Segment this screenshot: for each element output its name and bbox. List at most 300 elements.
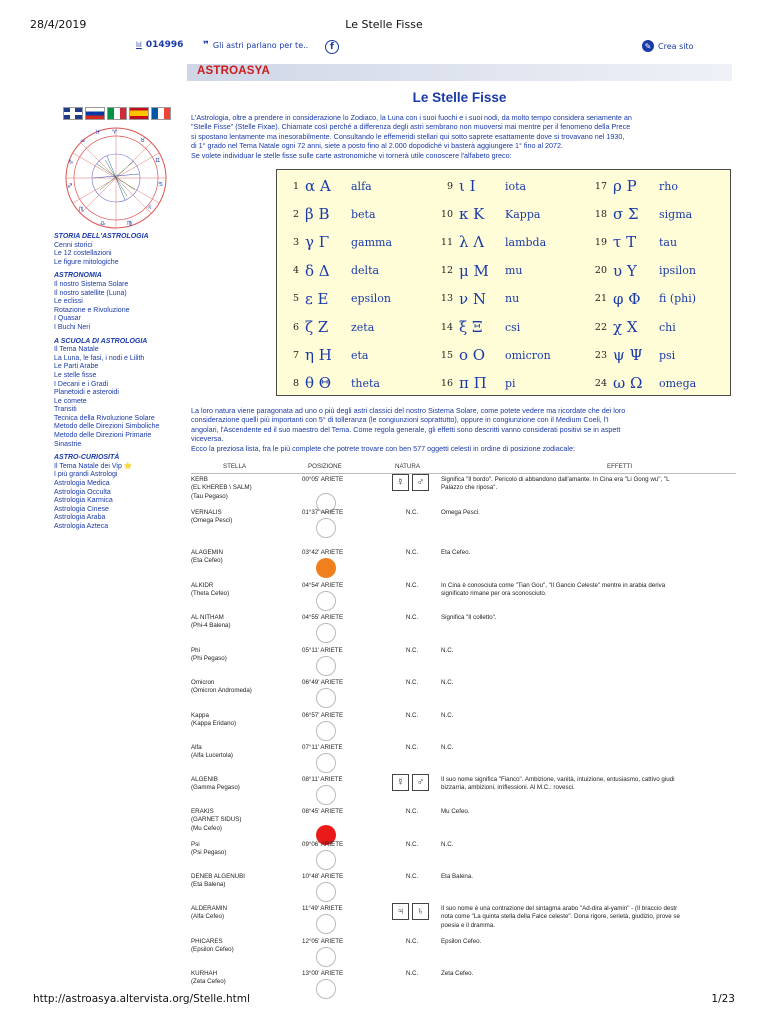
greek-letter-name: nu xyxy=(505,292,520,306)
natura-value: N.C. xyxy=(405,647,419,654)
svg-text:♍: ♍ xyxy=(127,220,133,227)
brand-bar xyxy=(187,64,732,81)
star-natura xyxy=(387,679,437,687)
header-divider xyxy=(191,473,736,474)
greek-letters: σ Σ xyxy=(613,205,639,224)
planet-symbol-icon: ♂ xyxy=(412,774,429,791)
star-marker-icon xyxy=(316,518,336,538)
greek-letters: ψ Ψ xyxy=(613,346,643,365)
greek-letters: ι Ι xyxy=(459,177,476,195)
effect-line: Mu Cefeo. xyxy=(441,808,470,815)
greek-number: 14 xyxy=(440,321,453,333)
page-title: Le Stelle Fisse xyxy=(412,90,507,105)
greek-letter-name: sigma xyxy=(659,207,693,221)
star-name: DENEB ALGENUBI xyxy=(191,873,245,880)
uk-flag-icon[interactable] xyxy=(63,107,83,120)
greek-letter-name: psi xyxy=(659,348,676,362)
star-effects xyxy=(441,679,736,687)
greek-number: 21 xyxy=(594,293,607,305)
greek-letter-cell xyxy=(435,313,520,341)
effect-line: Eta Balena. xyxy=(441,873,473,880)
intro-line: Se volete individuar le stelle fisse sulle carte astronomiche vi tornerà utile conoscere l'alfabeto greco: xyxy=(191,150,512,160)
visit-counter xyxy=(136,40,183,50)
star-marker-icon xyxy=(316,688,336,708)
share-text: Gli astri parlano per te.. xyxy=(212,41,309,50)
greek-alphabet-table xyxy=(276,169,731,396)
intro-text xyxy=(191,113,733,160)
greek-number: 4 xyxy=(292,265,299,277)
intro-line: L'Astrologia, oltre a prendere in considerazione lo Zodiaco, la Luna con i suoi fuochi e i suoi nodi, da molto tempo considera seriamente an xyxy=(191,113,632,122)
star-position: 08°45' ARIETE xyxy=(302,808,344,815)
sidebar-link[interactable]: I Buchi Neri xyxy=(54,323,91,331)
effect-line: N.C. xyxy=(441,679,454,686)
sidebar-link[interactable]: Astrologia Cinese xyxy=(54,505,109,513)
star-marker-icon xyxy=(316,591,336,611)
greek-number: 16 xyxy=(440,377,453,389)
greek-letter-name: omicron xyxy=(505,348,551,362)
sidebar-link[interactable]: Le comete xyxy=(54,397,87,405)
svg-text:♋: ♋ xyxy=(158,181,164,188)
greek-number: 23 xyxy=(594,349,607,361)
planet-symbol-icon: ☿ xyxy=(392,774,409,791)
greek-letters: γ Γ xyxy=(305,233,330,252)
facebook-icon: f xyxy=(325,40,339,54)
star-natura xyxy=(387,808,437,816)
effect-line: poesia e il dramma. xyxy=(441,921,495,929)
star-effects xyxy=(441,873,736,881)
star-effects xyxy=(441,712,736,720)
sidebar-link[interactable]: Metodo delle Direzioni Primarie xyxy=(54,432,152,440)
star-alias: (Omega Pesci) xyxy=(191,517,233,525)
greek-letters: ρ Ρ xyxy=(613,177,637,195)
greek-letter-cell xyxy=(281,257,379,285)
greek-letter-cell xyxy=(435,341,551,369)
greek-number: 1 xyxy=(292,180,299,192)
star-position: 06°49' ARIETE xyxy=(302,679,344,686)
star-alias: (Omicron Andromeda) xyxy=(191,687,252,695)
svg-text:♈: ♈ xyxy=(112,129,118,136)
star-natura xyxy=(387,873,437,881)
star-position: 11°49' ARIETE xyxy=(302,905,343,912)
header-natura: NATURA xyxy=(395,463,420,470)
planet-symbol-icon: ♂ xyxy=(412,474,429,491)
star-effects xyxy=(441,614,736,622)
star-name-cell xyxy=(191,476,291,501)
star-name-cell xyxy=(191,614,291,631)
astrology-wheel-image xyxy=(55,124,178,231)
greek-letter-cell xyxy=(435,172,526,200)
greek-letter-cell xyxy=(435,285,519,313)
sidebar-link[interactable]: Le stelle fisse xyxy=(54,371,97,379)
greek-letter-cell xyxy=(589,228,677,256)
star-marker-icon xyxy=(316,914,336,934)
star-natura xyxy=(387,712,437,720)
star-name: Alfa xyxy=(191,744,202,751)
facebook-button[interactable] xyxy=(325,40,339,54)
effect-line: N.C. xyxy=(441,712,454,719)
share-quote-link[interactable] xyxy=(203,40,308,51)
star-alias: (Gamma Pegaso) xyxy=(191,784,240,792)
greek-number: 19 xyxy=(594,236,607,248)
star-natura xyxy=(387,774,437,791)
svg-text:♓: ♓ xyxy=(95,129,101,136)
star-effects xyxy=(441,582,736,599)
greek-letters: τ Τ xyxy=(613,233,637,252)
greek-number: 6 xyxy=(292,321,299,333)
star-position: 04°54' ARIETE xyxy=(302,582,344,589)
greek-number: 9 xyxy=(446,180,453,192)
greek-letters: ε Ε xyxy=(305,289,329,308)
greek-number: 22 xyxy=(594,321,607,333)
effect-line: Zeta Cefeo. xyxy=(441,970,474,977)
star-position: 06°57' ARIETE xyxy=(302,712,344,719)
greek-number: 12 xyxy=(440,265,453,277)
print-title: Le Stelle Fisse xyxy=(345,18,423,31)
star-name: Phi xyxy=(191,647,200,654)
natura-value: N.C. xyxy=(405,808,419,815)
greek-letters: δ Δ xyxy=(305,261,330,280)
sidebar-link[interactable]: Il Tema Natale dei Vip ⭐ xyxy=(54,462,133,470)
star-marker-icon xyxy=(316,558,336,578)
star-name-cell xyxy=(191,679,291,696)
planet-symbol-icon: ♃ xyxy=(392,903,409,920)
star-position: 08°11' ARIETE xyxy=(302,776,343,783)
star-effects xyxy=(441,808,736,816)
sidebar-link[interactable]: Rotazione e Rivoluzione xyxy=(54,306,130,314)
star-name: KURHAH xyxy=(191,970,218,977)
star-name: ALGENIB xyxy=(191,776,218,783)
brand-name[interactable]: ASTROASYA xyxy=(197,65,270,77)
sidebar-link[interactable]: Sinastrie xyxy=(54,440,82,448)
natura-value: N.C. xyxy=(405,582,419,589)
greek-letter-cell xyxy=(281,228,392,256)
greek-letter-name: alfa xyxy=(351,179,372,193)
star-marker-icon xyxy=(316,785,336,805)
greek-letters: θ Θ xyxy=(305,374,332,393)
star-name-cell xyxy=(191,647,291,664)
planet-symbol-icon: ☿ xyxy=(392,474,409,491)
quote-icon: ❞ xyxy=(203,40,209,51)
natura-line: Ecco la preziosa lista, fra le più complete che potrete trovare con ben 577 oggetti celesti in ordine di posizione zodiacale: xyxy=(191,443,575,453)
sidebar-link[interactable]: I più grandi Astrologi xyxy=(54,471,118,479)
sidebar-link[interactable]: Transiti xyxy=(54,406,77,414)
sidebar-link[interactable]: Le eclissi xyxy=(54,298,83,306)
star-effects xyxy=(441,905,736,930)
effect-line: Il suo nome significa "Fianco". Ambizione, vanità, intuizione, entusiasmo, cattivo giudi xyxy=(441,776,675,783)
header-stella: STELLA xyxy=(223,463,247,470)
spain-flag-icon[interactable] xyxy=(129,107,149,120)
star-alias: (Phi-4 Balena) xyxy=(191,622,231,630)
natura-text xyxy=(191,406,733,453)
star-name-cell xyxy=(191,970,291,987)
effect-line: Significa "Il bordo". Pericolo di abbandono dall'amante. In Cina era "Li Gong wu", "L xyxy=(441,476,670,483)
star-name: ALAGEMIN xyxy=(191,549,223,556)
greek-letter-name: delta xyxy=(351,264,380,278)
greek-letter-name: ipsilon xyxy=(659,264,696,278)
star-name-cell xyxy=(191,776,291,793)
greek-number: 11 xyxy=(440,236,453,248)
russia-flag-icon[interactable] xyxy=(85,107,105,120)
star-position: 04°55' ARIETE xyxy=(302,614,344,621)
greek-letter-cell xyxy=(281,200,376,228)
star-position: 05°11' ARIETE xyxy=(302,647,343,654)
greek-letters: β Β xyxy=(305,205,330,224)
greek-letters: κ Κ xyxy=(459,205,485,224)
intro-line: "Stelle Fisse" (Stelle Fixae). Chiamate così perché a differenza degli astri sembrano non muoversi mai mentre per il fenomeno della Prece xyxy=(191,122,631,132)
effect-line: nota come "La quinta stella della Falce celeste". Dona rigore, serietà, giudizio, prove se xyxy=(441,913,680,921)
star-name-cell xyxy=(191,873,291,890)
greek-number: 5 xyxy=(292,293,299,305)
sidebar-link[interactable]: I Decani e i Gradi xyxy=(54,380,109,388)
create-site-link[interactable] xyxy=(642,40,694,52)
svg-text:♊: ♊ xyxy=(155,157,161,164)
greek-letter-name: mu xyxy=(505,264,523,278)
effect-line: N.C. xyxy=(441,744,454,751)
greek-letter-name: zeta xyxy=(351,320,375,334)
sidebar-link[interactable]: Astrologia Karmica xyxy=(54,497,113,505)
intro-line: di 1° grado nel Tema Natale ogni 72 anni, siete a posto fino al 2.000 dopodiché vi basterà aggiungere 1° fino al 2072. xyxy=(191,141,564,151)
sidebar-link[interactable]: Astrologia Azteca xyxy=(54,523,109,530)
star-position: 01°37' ARIETE xyxy=(302,509,344,516)
sidebar-link[interactable]: Il nostro satellite (Luna) xyxy=(54,289,127,297)
star-name: Psi xyxy=(191,841,200,848)
sidebar-link[interactable]: Astrologia Araba xyxy=(54,514,106,522)
natura-value: N.C. xyxy=(405,679,419,686)
france-flag-icon[interactable] xyxy=(151,107,171,120)
star-name-cell xyxy=(191,712,291,729)
sidebar-link[interactable]: Il Tema Natale xyxy=(54,346,99,354)
star-name: Omicron xyxy=(191,679,215,686)
pencil-icon: ✎ xyxy=(642,40,654,52)
greek-number: 20 xyxy=(594,265,607,277)
star-position: 13°00' ARIETE xyxy=(302,970,344,977)
svg-text:♌: ♌ xyxy=(147,204,153,211)
star-name: PHICARES xyxy=(191,938,223,945)
greek-letter-name: tau xyxy=(659,235,678,249)
star-natura xyxy=(387,841,437,849)
create-site-label: Crea sito xyxy=(658,41,694,51)
star-alias: (Phi Pegaso) xyxy=(191,655,227,663)
star-name: AL NITHAM xyxy=(191,614,224,621)
greek-letters: φ Φ xyxy=(613,289,641,308)
natura-value: N.C. xyxy=(405,549,419,556)
svg-text:♉: ♉ xyxy=(140,137,146,144)
greek-letters: ν Ν xyxy=(459,289,487,308)
star-effects xyxy=(441,744,736,752)
star-name: ERAKIS xyxy=(191,808,214,815)
greek-number: 2 xyxy=(292,208,299,220)
star-natura xyxy=(387,938,437,946)
greek-letters: π Π xyxy=(459,374,487,393)
greek-letter-cell xyxy=(281,172,372,200)
greek-letter-cell xyxy=(589,285,696,313)
greek-letters: χ Χ xyxy=(613,318,638,336)
star-natura xyxy=(387,549,437,557)
greek-letters: ζ Ζ xyxy=(305,318,329,336)
natura-value: N.C. xyxy=(405,509,419,516)
footer-url: http://astroasya.altervista.org/Stelle.html xyxy=(33,993,250,1005)
greek-letter-cell xyxy=(589,313,676,341)
effect-line: N.C. xyxy=(441,647,454,654)
greek-letter-name: omega xyxy=(659,376,697,390)
star-natura xyxy=(387,744,437,752)
star-marker-icon xyxy=(316,753,336,773)
natura-value: N.C. xyxy=(405,938,419,945)
effect-line: In Cina è conosciuta come "Tian Gou", "Il Gancio Celeste" mentre in arabia deriva xyxy=(441,582,666,589)
sidebar-link[interactable]: Le 12 costellazioni xyxy=(54,250,112,258)
star-alias: (Eta Cefeo) xyxy=(191,557,223,565)
star-alias: (Zeta Cefeo) xyxy=(191,978,226,986)
star-name: Kappa xyxy=(191,712,209,719)
greek-letter-cell xyxy=(435,257,523,285)
effect-line: Epsilon Cefeo. xyxy=(441,938,482,945)
sidebar-link[interactable]: Le figure mitologiche xyxy=(54,258,119,266)
natura-value: N.C. xyxy=(405,614,419,621)
greek-letter-cell xyxy=(589,172,678,200)
star-alias: (Mu Cefeo) xyxy=(191,824,222,832)
sidebar-link[interactable]: Le Parti Arabe xyxy=(54,363,99,371)
greek-letter-cell xyxy=(589,257,696,285)
natura-line: La loro natura viene paragonata ad uno o più degli astri classici del nostro Sistema Solare, come potete vedere ma ricordate che dei loro xyxy=(191,406,626,415)
sidebar-heading: ASTRO-CURIOSITÀ xyxy=(54,454,120,462)
natura-value: N.C. xyxy=(405,841,419,848)
star-alias: (Kappa Eridano) xyxy=(191,720,237,728)
effect-line: Omega Pesci. xyxy=(441,509,480,516)
counter-icon: lıl xyxy=(136,41,142,49)
star-natura xyxy=(387,903,437,920)
star-name: ALKIDR xyxy=(191,582,214,589)
header-posizione: POSIZIONE xyxy=(308,463,342,470)
sidebar-link[interactable]: Cenni storici xyxy=(54,241,93,249)
star-alias: (Psi Pegaso) xyxy=(191,849,227,857)
greek-number: 24 xyxy=(594,377,607,389)
star-position: 03°42' ARIETE xyxy=(302,549,344,556)
intro-line: si spostano lentamente ma inesorabilmente. Consultando le effemeridi stellari qui sotto saprete esattamente dove si trovavano nel 1930, xyxy=(191,131,625,141)
star-alias: (Tau Pegaso) xyxy=(191,492,228,500)
effect-line: N.C. xyxy=(441,841,454,848)
sidebar-link[interactable]: Planetoidi e asteroidi xyxy=(54,389,119,397)
counter-value: 014996 xyxy=(145,40,184,50)
star-name-cell xyxy=(191,808,291,833)
greek-letters: ο Ο xyxy=(459,346,486,365)
greek-number: 17 xyxy=(594,180,607,192)
star-alias: (Alfa Lucertola) xyxy=(191,752,233,760)
star-marker-icon xyxy=(316,850,336,870)
greek-number: 13 xyxy=(440,293,453,305)
star-name-cell xyxy=(191,582,291,599)
star-name: ALDERAMIN xyxy=(191,905,228,912)
greek-number: 8 xyxy=(292,377,299,389)
planet-symbol-icon: ♄ xyxy=(412,903,429,920)
greek-letter-name: theta xyxy=(351,376,380,390)
sidebar-link[interactable]: Metodo delle Direzioni Simboliche xyxy=(54,423,160,431)
star-alias: (GARNET SIDUS) xyxy=(191,816,242,824)
star-natura xyxy=(387,509,437,517)
greek-letter-name: fi (phi) xyxy=(659,292,697,306)
star-effects xyxy=(441,841,736,849)
greek-letter-name: beta xyxy=(351,207,376,221)
natura-value: N.C. xyxy=(405,873,419,880)
greek-letter-name: gamma xyxy=(351,235,393,249)
star-effects xyxy=(441,776,736,793)
effect-line: Palazzo che riposa". xyxy=(441,484,498,492)
language-flags xyxy=(63,107,171,120)
natura-line: considerazione quelli più importanti con 5° di tolleranza (le congiunzioni soprattutto), oppure in congiunzione con il Medium Coeli, l'I xyxy=(191,415,609,425)
natura-line: viceversa. xyxy=(191,434,224,444)
effect-line: significato rimane per ora sconosciuto. xyxy=(441,590,547,598)
star-position: 07°11' ARIETE xyxy=(302,744,343,751)
star-effects xyxy=(441,647,736,655)
greek-number: 10 xyxy=(440,208,453,220)
star-natura xyxy=(387,614,437,622)
sidebar-link[interactable]: I Quasar xyxy=(54,315,81,323)
star-effects xyxy=(441,938,736,946)
natura-value: N.C. xyxy=(405,970,419,977)
svg-text:♎: ♎ xyxy=(100,220,106,227)
greek-number: 7 xyxy=(292,349,299,361)
effect-line: Significa "Il colletto". xyxy=(441,614,497,621)
star-marker-icon xyxy=(316,979,336,999)
sidebar-heading: STORIA DELL'ASTROLOGIA xyxy=(54,233,149,240)
star-alias: (Eta Balena) xyxy=(191,881,226,889)
greek-letters: η Η xyxy=(305,346,332,365)
star-marker-icon xyxy=(316,656,336,676)
star-effects xyxy=(441,970,736,978)
greek-letter-cell xyxy=(281,369,380,397)
star-natura xyxy=(387,970,437,978)
greek-letter-name: pi xyxy=(505,376,516,390)
greek-letter-name: epsilon xyxy=(351,292,391,306)
star-alias: (Theta Cefeo) xyxy=(191,590,230,598)
svg-text:♏: ♏ xyxy=(79,206,85,213)
star-marker-icon xyxy=(316,947,336,967)
greek-letters: υ Υ xyxy=(613,261,637,280)
italy-flag-icon[interactable] xyxy=(107,107,127,120)
star-effects xyxy=(441,509,736,517)
star-natura xyxy=(387,474,437,491)
star-position: 00°05' ARIETE xyxy=(302,476,344,483)
greek-letters: ω Ω xyxy=(613,374,643,393)
star-name-cell xyxy=(191,509,291,526)
natura-value: N.C. xyxy=(405,744,419,751)
sidebar-link[interactable]: Astrologia Medica xyxy=(54,480,110,488)
sidebar-link[interactable]: Il nostro Sistema Solare xyxy=(54,280,129,288)
star-position: 09°06' ARIETE xyxy=(302,841,344,848)
greek-number: 3 xyxy=(292,236,299,248)
greek-letter-cell xyxy=(435,200,540,228)
star-marker-icon xyxy=(316,623,336,643)
svg-text:♑: ♑ xyxy=(68,159,74,166)
star-marker-icon xyxy=(316,882,336,902)
star-name-cell xyxy=(191,549,291,566)
sidebar-link[interactable]: Astrologia Occulta xyxy=(54,488,111,496)
sidebar-link[interactable]: La Luna, le fasi, i nodi e Lilith xyxy=(54,354,145,362)
greek-letter-cell xyxy=(589,341,675,369)
sidebar-link[interactable]: Tecnica della Rivoluzione Solare xyxy=(54,414,155,422)
svg-text:♐: ♐ xyxy=(67,183,73,190)
footer-page: 1/23 xyxy=(711,993,735,1005)
star-effects xyxy=(441,549,736,557)
star-effects xyxy=(441,476,736,493)
star-position: 12°05' ARIETE xyxy=(302,938,344,945)
greek-letters: ξ Ξ xyxy=(459,318,483,336)
star-name-cell xyxy=(191,744,291,761)
star-name-cell xyxy=(191,938,291,955)
star-name: KERB xyxy=(191,476,208,483)
star-name-cell xyxy=(191,905,291,922)
greek-letter-name: rho xyxy=(659,179,678,193)
effect-line: Eta Cefeo. xyxy=(441,549,471,556)
